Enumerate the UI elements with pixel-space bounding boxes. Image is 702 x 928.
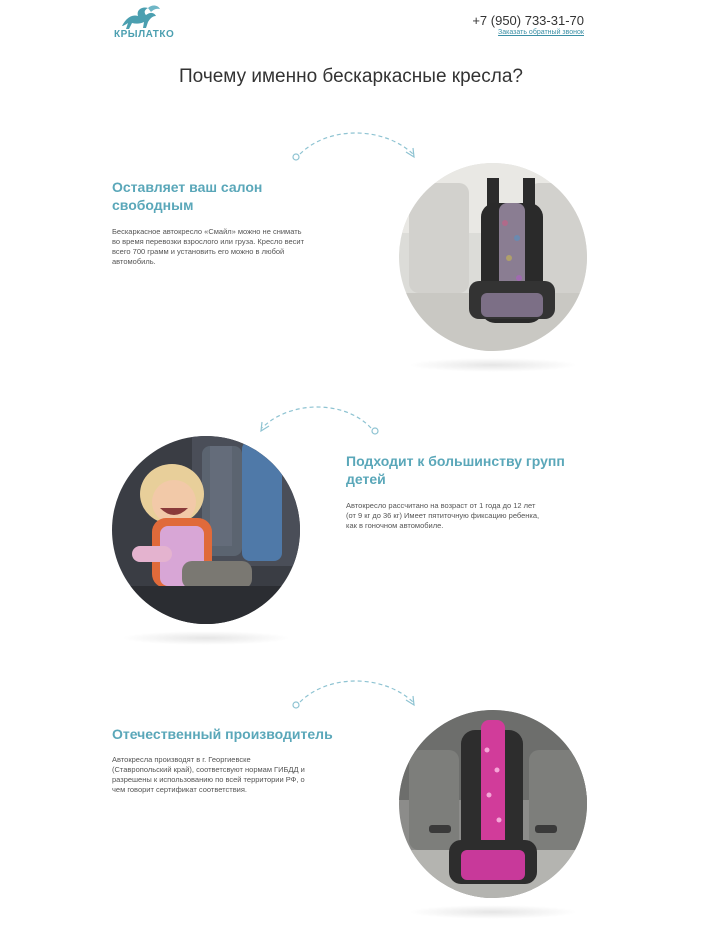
logo-text: КРЫЛАТКО bbox=[114, 29, 175, 40]
page-title: Почему именно бескаркасные кресла? bbox=[179, 66, 523, 87]
feature-3-text: Автокресла производят в г. Георгиевске (Ставропольский край), соответсвуют нормам ГИБДД и разрешены к использованию по всей территории РФ, о чем говорит сертификат соответствия. bbox=[112, 755, 305, 794]
feature-1-title: Оставляет ваш салон свободным bbox=[112, 179, 263, 213]
photo-shadow bbox=[121, 631, 291, 645]
feature-2-text: Автокресло рассчитано на возраст от 1 года до 12 лет (от 9 кг до 36 кг) Имеет пятиточную фиксацию ребенка, как в гоночном автомобиле. bbox=[346, 501, 540, 530]
dashed-arrow-icon bbox=[288, 672, 428, 712]
phone-number[interactable]: +7 (950) 733-31-70 bbox=[472, 13, 584, 28]
car-seat-photo-1 bbox=[399, 163, 587, 351]
winged-horse-icon bbox=[112, 4, 176, 32]
dashed-arrow-icon bbox=[288, 124, 428, 164]
feature-1-text: Бескаркасное автокресло «Смайл» можно не снимать во время перевозки взрослого или груза. Кресло весит всего 700 грамм и установить его можно в любой автомобиль. bbox=[112, 227, 305, 266]
callback-link[interactable]: Заказать обратный звонок bbox=[498, 29, 584, 36]
dashed-arrow-icon bbox=[250, 398, 390, 438]
feature-2-title: Подходит к большинству групп детей bbox=[346, 453, 565, 487]
car-seat-photo-3 bbox=[399, 710, 587, 898]
photo-shadow bbox=[408, 905, 578, 919]
child-car-seat-photo bbox=[112, 436, 300, 624]
photo-shadow bbox=[408, 358, 578, 372]
feature-3-title: Отечественный производитель bbox=[112, 726, 333, 742]
